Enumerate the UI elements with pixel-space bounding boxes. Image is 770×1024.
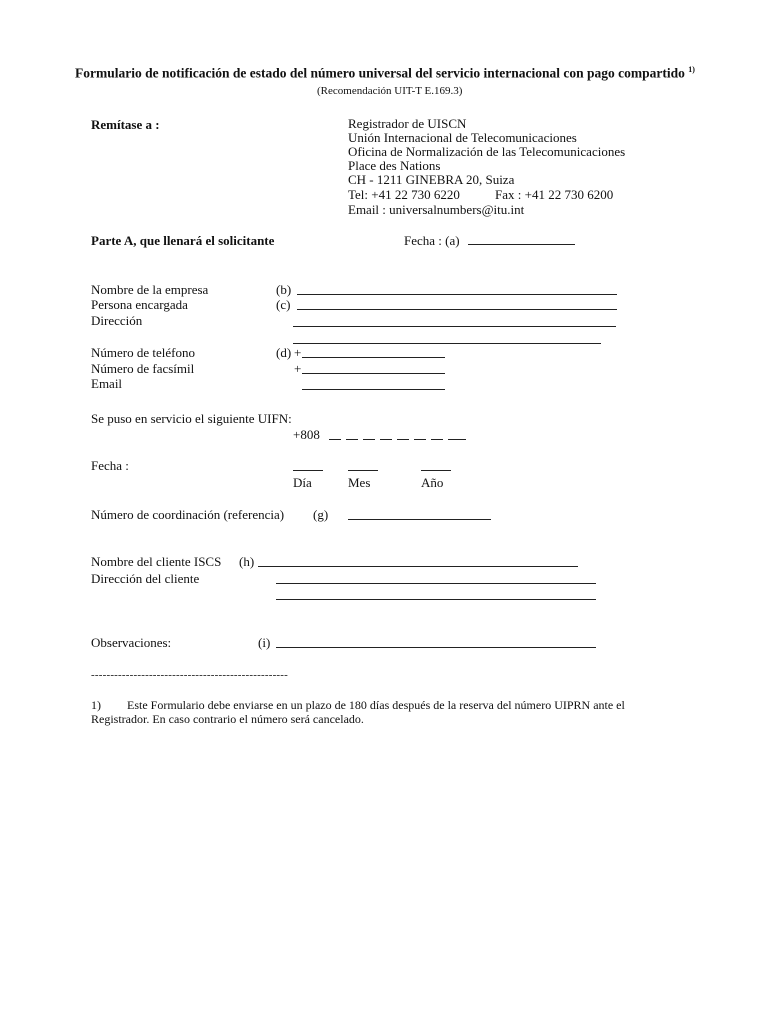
cliente-nombre-field[interactable] (258, 566, 578, 567)
cliente-direccion-field-2[interactable] (276, 599, 596, 600)
facsimil-plus: + (294, 361, 302, 376)
dia-label: Día (293, 475, 312, 490)
mes-field[interactable] (348, 470, 378, 471)
persona-label: Persona encargada (91, 297, 188, 312)
uifn-label: Se puso en servicio el siguiente UIFN: (91, 411, 292, 426)
direccion-field-1[interactable] (293, 326, 616, 327)
email-field[interactable] (302, 389, 445, 390)
uifn-digit-3[interactable] (363, 439, 375, 440)
direccion-label: Dirección (91, 313, 143, 328)
empresa-code: (b) (276, 282, 292, 297)
uifn-digit-8[interactable] (448, 439, 466, 440)
facsimil-field[interactable] (302, 373, 445, 374)
form-title (75, 62, 695, 81)
email-line: Email : universalnumbers@itu.int (348, 202, 525, 217)
form-title-text: Formulario de notificación de estado del número universal del servicio internacional con pago compartido (75, 65, 685, 81)
address-line-5: CH - 1211 GINEBRA 20, Suiza (348, 172, 515, 187)
empresa-field[interactable] (297, 294, 617, 295)
mes-label: Mes (348, 475, 371, 490)
email-label: Email (91, 376, 123, 391)
footnote-line-1: Este Formulario debe enviarse en un plazo de 180 días después de la reserva del número UIPRN ante el (127, 698, 625, 712)
uifn-prefix: +808 (293, 427, 320, 442)
cliente-direccion-label: Dirección del cliente (91, 571, 200, 586)
uifn-digit-6[interactable] (414, 439, 426, 440)
persona-code: (c) (276, 297, 291, 312)
telefono-label: Número de teléfono (91, 345, 195, 360)
uifn-digit-7[interactable] (431, 439, 443, 440)
telefono-code: (d) (276, 345, 292, 360)
parte-a-heading: Parte A, que llenará el solicitante (91, 233, 275, 248)
telefono-field[interactable] (302, 357, 445, 358)
ano-field[interactable] (421, 470, 451, 471)
footnote-line-2: Registrador. En caso contrario el número será cancelado. (91, 712, 364, 726)
ano-label: Año (421, 475, 444, 490)
observaciones-label: Observaciones: (91, 635, 172, 650)
coordinacion-label: Número de coordinación (referencia) (91, 507, 285, 522)
cliente-direccion-field-1[interactable] (276, 583, 596, 584)
address-line-1: Registrador de UISCN (348, 116, 467, 131)
coordinacion-code: (g) (313, 507, 329, 522)
empresa-label: Nombre de la empresa (91, 282, 209, 297)
direccion-field-2[interactable] (293, 343, 601, 344)
address-line-3: Oficina de Normalización de las Telecomunicaciones (348, 144, 626, 159)
persona-field[interactable] (297, 309, 617, 310)
cliente-nombre-label: Nombre del cliente ISCS (91, 554, 222, 569)
footnote-separator: --------------------------------------------------- (91, 669, 289, 681)
telefono-plus: + (294, 345, 302, 360)
form-subtitle: (Recomendación UIT-T E.169.3) (317, 85, 463, 97)
coordinacion-field[interactable] (348, 519, 491, 520)
facsimil-label: Número de facsímil (91, 361, 195, 376)
tel-line: Tel: +41 22 730 6220 (348, 187, 460, 202)
title-footnote-mark: 1) (688, 65, 695, 74)
uifn-digit-5[interactable] (397, 439, 409, 440)
fecha-label: Fecha : (91, 458, 129, 473)
fecha-a-label: Fecha : (a) (404, 233, 460, 248)
observaciones-field[interactable] (276, 647, 596, 648)
cliente-nombre-code: (h) (239, 554, 255, 569)
address-line-4: Place des Nations (348, 158, 441, 173)
dia-field[interactable] (293, 470, 323, 471)
uifn-digit-1[interactable] (329, 439, 341, 440)
uifn-digit-4[interactable] (380, 439, 392, 440)
observaciones-code: (i) (258, 635, 271, 650)
fecha-a-field[interactable] (468, 244, 575, 245)
uifn-digit-2[interactable] (346, 439, 358, 440)
footnote-number: 1) (91, 698, 101, 712)
fax-line: Fax : +41 22 730 6200 (495, 187, 614, 202)
remitase-label: Remítase a : (91, 117, 160, 132)
address-line-2: Unión Internacional de Telecomunicaciones (348, 130, 577, 145)
